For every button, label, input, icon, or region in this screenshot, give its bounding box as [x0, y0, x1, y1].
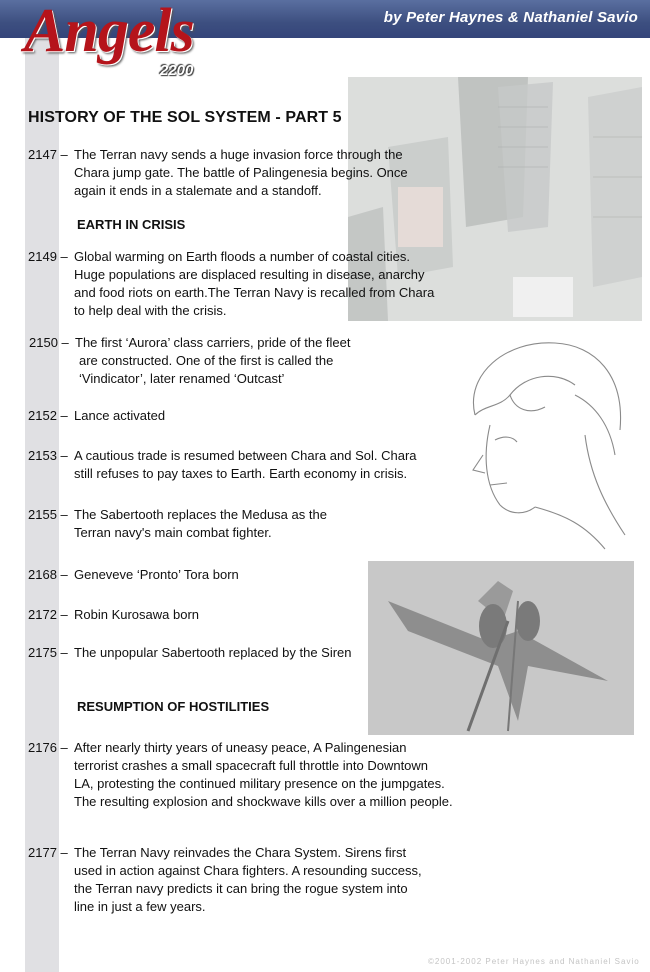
section-heading-resumption: RESUMPTION OF HOSTILITIES	[77, 699, 270, 714]
entry-year: 2177 –	[28, 845, 68, 860]
entry-line: and food riots on earth.The Terran Navy is recalled from Chara	[74, 285, 435, 300]
logo-word: Angels	[24, 0, 194, 65]
entry-year: 2172 –	[28, 607, 68, 622]
entry-line: A cautious trade is resumed between Chara and Sol. Chara	[74, 448, 417, 463]
entry-line: Lance activated	[74, 408, 166, 423]
logo-number: 2200	[160, 62, 194, 79]
entry-year: 2175 –	[28, 645, 68, 660]
entry-year: 2176 –	[28, 740, 68, 755]
entry-year: 2168 –	[28, 567, 68, 582]
angels-logo	[22, 2, 222, 82]
entry-line: to help deal with the crisis.	[74, 303, 227, 318]
entry-year: 2152 –	[28, 408, 68, 423]
entry-line: The Sabertooth replaces the Medusa as the	[74, 507, 327, 522]
entry-line: The unpopular Sabertooth replaced by the Siren	[74, 645, 352, 660]
entry-line: The resulting explosion and shockwave kills over a million people.	[74, 794, 453, 809]
section-heading-earth-in-crisis: EARTH IN CRISIS	[77, 217, 186, 232]
starfighter-image	[368, 561, 634, 735]
entry-line: Geneveve ‘Pronto’ Tora born	[74, 567, 239, 582]
entry-line: The first ‘Aurora’ class carriers, pride of the fleet	[75, 335, 351, 350]
entry-line: LA, protesting the continued military presence on the jumpgates.	[74, 776, 445, 791]
entry-year: 2150 –	[29, 335, 69, 350]
entry-line: The Terran Navy reinvades the Chara System. Sirens first	[74, 845, 407, 860]
entry-line: line in just a few years.	[74, 899, 206, 914]
entry-year: 2147 –	[28, 147, 68, 162]
entry-line: After nearly thirty years of uneasy peace, A Palingenesian	[74, 740, 407, 755]
entry-line: are constructed. One of the first is called the	[79, 353, 334, 368]
entry-line: Chara jump gate. The battle of Palingenesia begins. Once	[74, 165, 408, 180]
entry-line: still refuses to pay taxes to Earth. Earth economy in crisis.	[74, 466, 408, 481]
byline: by Peter Haynes & Nathaniel Savio	[383, 9, 638, 26]
entry-year: 2155 –	[28, 507, 68, 522]
entry-line: ‘Vindicator’, later renamed ‘Outcast’	[79, 371, 285, 386]
entry-line: Terran navy's main combat fighter.	[74, 525, 272, 540]
entry-line: Robin Kurosawa born	[74, 607, 200, 622]
entry-line: Global warming on Earth floods a number of coastal cities.	[74, 249, 411, 264]
character-sketch	[455, 335, 635, 553]
entry-line: used in action against Chara fighters. A resounding success,	[74, 863, 422, 878]
entry-year: 2153 –	[28, 448, 68, 463]
entry-line: terrorist crashes a small spacecraft full throttle into Downtown	[74, 758, 429, 773]
entry-line: again it ends in a stalemate and a standoff.	[74, 183, 322, 198]
copyright-notice: ©2001-2002 Peter Haynes and Nathaniel Savio	[428, 957, 640, 966]
entry-line: the Terran navy predicts it can bring the rogue system into	[74, 881, 408, 896]
entry-year: 2149 –	[28, 249, 68, 264]
left-margin-strip	[25, 38, 59, 972]
entry-line: Huge populations are displaced resulting in disease, anarchy	[74, 267, 425, 282]
page-title: HISTORY OF THE SOL SYSTEM - PART 5	[28, 109, 342, 126]
entry-line: The Terran navy sends a huge invasion force through the	[74, 147, 403, 162]
